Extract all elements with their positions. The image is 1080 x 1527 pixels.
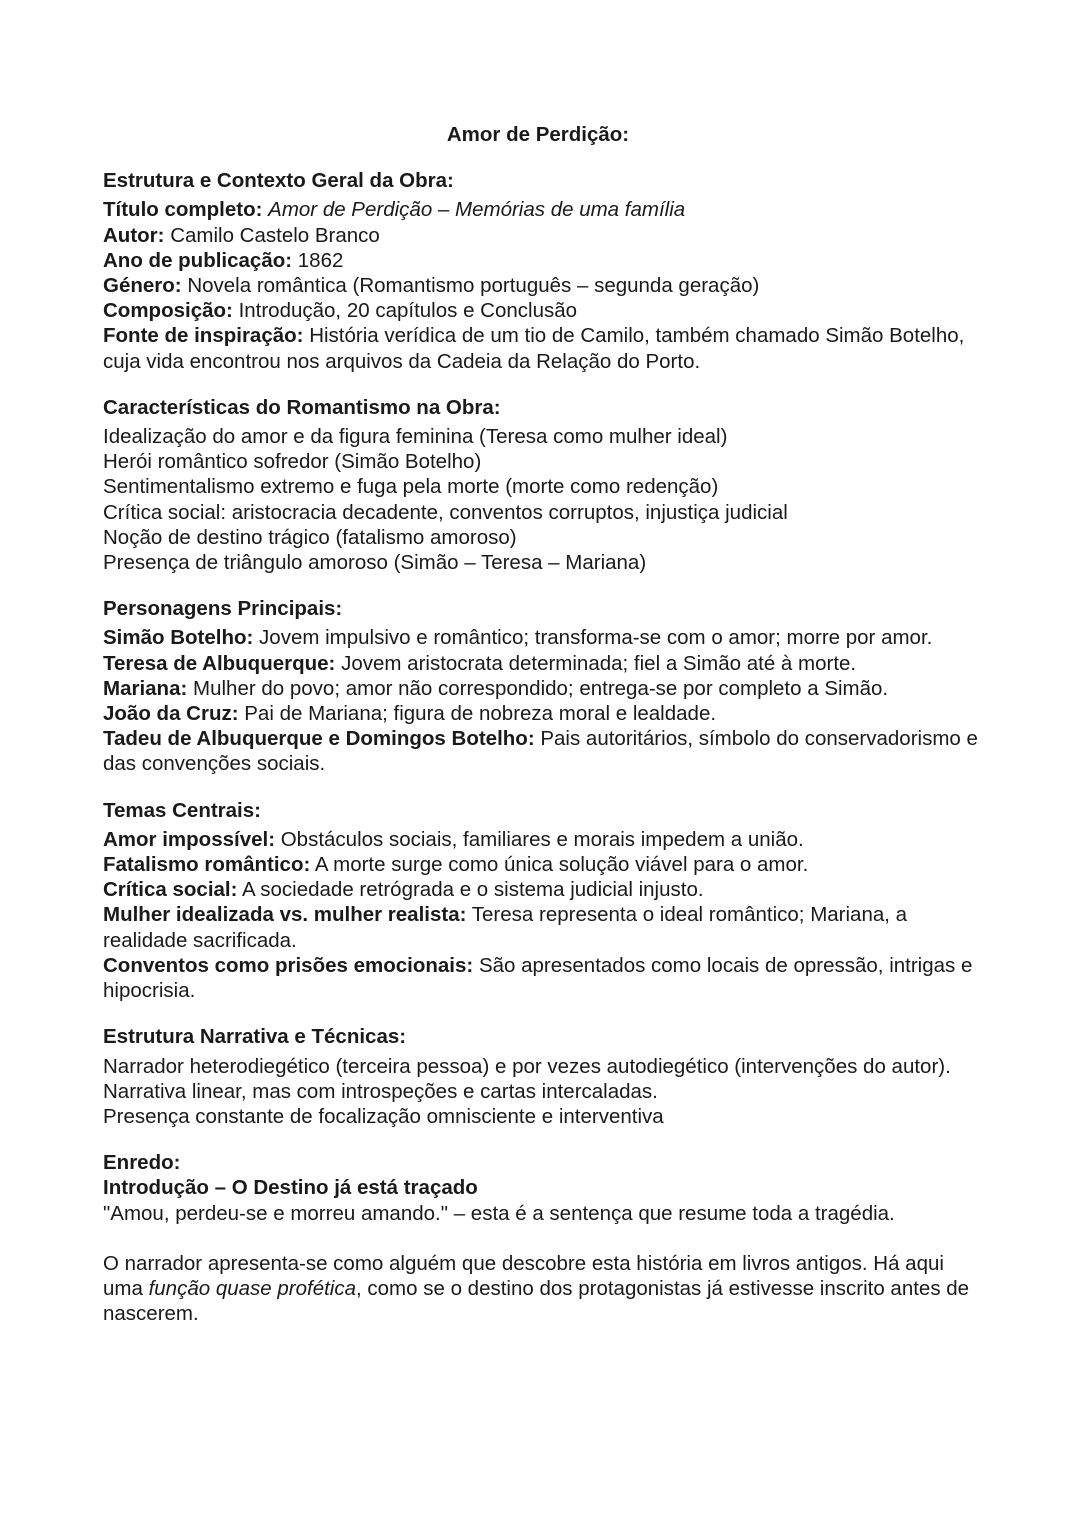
character-name: Teresa de Albuquerque: <box>103 651 336 675</box>
character-description: Jovem aristocrata determinada; fiel a Simão até à morte. <box>341 651 857 675</box>
character-description: Pai de Mariana; figura de nobreza moral e lealdade. <box>244 702 717 726</box>
field-label: Ano de publicação: <box>103 248 293 272</box>
section-estrutura <box>103 168 983 374</box>
list-item: Narrador heterodiegético (terceira pessoa) e por vezes autodiegético (intervenções do autor). <box>103 1054 951 1078</box>
field-label: Género: <box>103 274 182 298</box>
theme-name: Fatalismo romântico: <box>103 853 311 877</box>
character-entry <box>103 676 983 701</box>
subsection-title: Introdução – O Destino já está traçado <box>103 1176 478 1200</box>
theme-entry <box>103 902 983 952</box>
section-caracteristicas <box>103 395 983 575</box>
theme-description: A morte surge como única solução viável para o amor. <box>314 853 809 877</box>
character-name: Simão Botelho: <box>103 626 254 650</box>
field-value: Amor de Perdição – Memórias de uma família <box>268 198 686 222</box>
character-entry <box>103 701 983 726</box>
theme-name: Conventos como prisões emocionais: <box>103 953 474 977</box>
intro-paragraph <box>103 1251 983 1327</box>
subsection-heading <box>103 1175 983 1200</box>
field-label: Composição: <box>103 299 233 323</box>
theme-entry <box>103 953 983 1003</box>
section-narrativa <box>103 1024 983 1129</box>
character-entry <box>103 726 983 776</box>
list-item: Noção de destino trágico (fatalismo amoroso) <box>103 525 517 549</box>
list-item: Presença constante de focalização omnisciente e interventiva <box>103 1104 664 1128</box>
section-heading: Temas Centrais: <box>103 798 261 822</box>
character-entry <box>103 625 983 650</box>
theme-description: Obstáculos sociais, familiares e morais impedem a união. <box>280 827 804 851</box>
paragraph-text: O narrador apresenta-se como alguém que descobre esta história em livros antigos. Há aqui uma <box>103 1251 944 1300</box>
field-genero <box>103 273 983 298</box>
section-enredo <box>103 1150 983 1326</box>
list-item: Crítica social: aristocracia decadente, conventos corruptos, injustiça judicial <box>103 500 788 524</box>
character-description: Pais autoritários, símbolo do conservadorismo e das convenções sociais. <box>103 727 978 776</box>
character-name: Mariana: <box>103 676 188 700</box>
field-label: Fonte de inspiração: <box>103 324 304 348</box>
paragraph-text: , como se o destino dos protagonistas já estivesse inscrito antes de nascerem. <box>103 1276 970 1326</box>
field-value: 1862 <box>297 248 344 272</box>
theme-name: Crítica social: <box>103 878 238 902</box>
field-value: Camilo Castelo Branco <box>170 223 380 247</box>
section-heading: Estrutura Narrativa e Técnicas: <box>103 1025 407 1049</box>
section-personagens <box>103 596 983 776</box>
character-name: Tadeu de Albuquerque e Domingos Botelho: <box>103 727 535 751</box>
field-ano <box>103 248 983 273</box>
emphasis-text: função quase profética <box>148 1276 357 1300</box>
document-page <box>103 122 983 1347</box>
theme-name: Mulher idealizada vs. mulher realista: <box>103 903 467 927</box>
theme-description: Teresa representa o ideal romântico; Mariana, a realidade sacrificada. <box>103 903 908 952</box>
character-name: João da Cruz: <box>103 702 239 726</box>
list-item: Narrativa linear, mas com introspeções e cartas intercaladas. <box>103 1079 658 1103</box>
character-entry <box>103 651 983 676</box>
document-title: Amor de Perdição: <box>446 123 630 146</box>
theme-entry <box>103 827 983 852</box>
theme-description: São apresentados como locais de opressão, intrigas e hipocrisia. <box>103 953 973 1003</box>
theme-entry <box>103 877 983 902</box>
theme-description: A sociedade retrógrada e o sistema judicial injusto. <box>242 878 704 902</box>
paragraph-gap <box>103 1226 983 1251</box>
theme-entry <box>103 852 983 877</box>
theme-name: Amor impossível: <box>103 827 276 851</box>
field-value: História verídica de um tio de Camilo, também chamado Simão Botelho, cuja vida encontrou nos arquivos da Cadeia da Relação do Porto. <box>103 324 965 373</box>
field-label: Título completo: <box>103 198 263 222</box>
character-description: Mulher do povo; amor não correspondido; entrega-se por completo a Simão. <box>193 676 889 700</box>
field-titulo <box>103 197 983 222</box>
field-autor <box>103 223 983 248</box>
field-fonte <box>103 323 983 373</box>
section-heading: Estrutura e Contexto Geral da Obra: <box>103 169 454 193</box>
field-value: Novela romântica (Romantismo português – segunda geração) <box>187 274 760 298</box>
list-item: Sentimentalismo extremo e fuga pela morte (morte como redenção) <box>103 475 719 499</box>
list-item: Idealização do amor e da figura feminina (Teresa como mulher ideal) <box>103 425 728 449</box>
key-quote: "Amou, perdeu-se e morreu amando." – esta é a sentença que resume toda a tragédia. <box>103 1201 895 1225</box>
section-heading: Personagens Principais: <box>103 597 343 621</box>
section-temas <box>103 798 983 1004</box>
section-heading: Enredo: <box>103 1151 181 1175</box>
list-item: Presença de triângulo amoroso (Simão – Teresa – Mariana) <box>103 551 647 575</box>
field-composicao <box>103 298 983 323</box>
section-heading: Características do Romantismo na Obra: <box>103 395 501 419</box>
field-label: Autor: <box>103 223 165 247</box>
field-value: Introdução, 20 capítulos e Conclusão <box>238 299 578 323</box>
list-item: Herói romântico sofredor (Simão Botelho) <box>103 450 482 474</box>
character-description: Jovem impulsivo e romântico; transforma-se com o amor; morre por amor. <box>259 626 933 650</box>
